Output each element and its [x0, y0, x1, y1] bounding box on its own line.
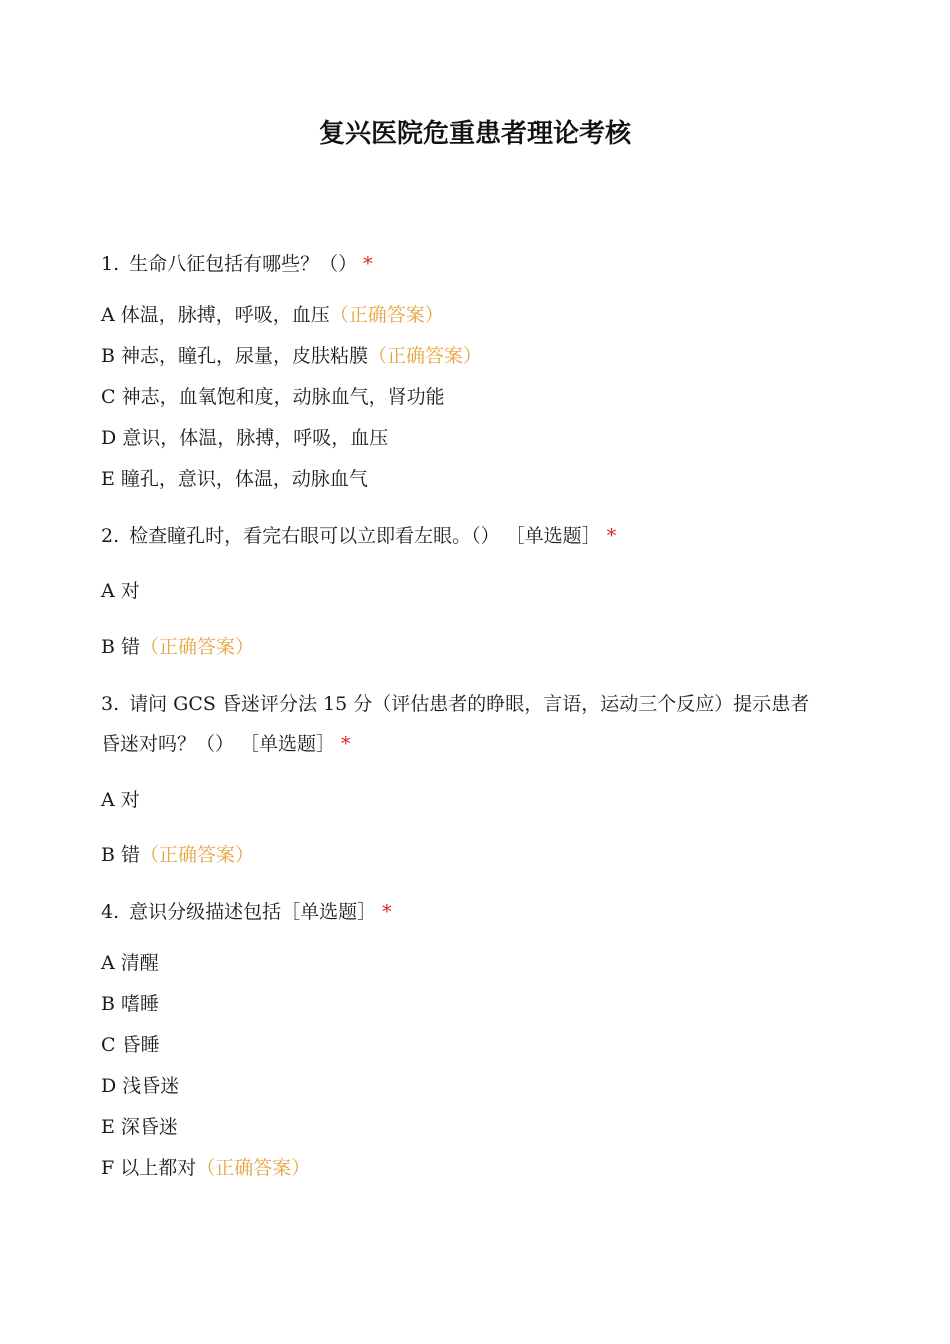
option-4b [101, 990, 159, 1018]
option-1b [101, 342, 482, 370]
option-letter: A [101, 304, 115, 326]
option-text: 浅昏迷 [122, 1075, 180, 1097]
option-letter: A [101, 789, 115, 811]
option-2a [101, 577, 140, 605]
option-letter: B [101, 345, 115, 367]
required-marker: * [382, 901, 392, 923]
required-marker: * [341, 733, 351, 755]
option-letter: A [101, 952, 115, 974]
option-text: 瞳孔，意识，体温，动脉血气 [120, 468, 368, 490]
option-text: 错 [121, 636, 141, 658]
correct-answer-tag: （正确答案） [140, 844, 255, 866]
question-text: 意识分级描述包括［单选题］ [129, 901, 377, 923]
question-number: 1. [101, 253, 120, 275]
option-text: 以上都对 [120, 1157, 197, 1179]
question-number: 2. [101, 525, 120, 547]
option-text: 对 [120, 580, 140, 602]
required-marker: * [606, 525, 617, 547]
option-letter: A [101, 580, 115, 602]
option-letter: C [101, 1034, 116, 1056]
option-text: 神志，瞳孔，尿量，皮肤粘膜 [121, 345, 369, 367]
option-letter: D [101, 1075, 117, 1097]
option-text: 深昏迷 [120, 1116, 178, 1138]
option-letter: B [101, 636, 115, 658]
option-text: 体温，脉搏，呼吸，血压 [120, 304, 330, 326]
option-4e [101, 1113, 178, 1141]
option-1a [101, 301, 444, 329]
option-letter: F [101, 1157, 115, 1179]
option-letter: B [101, 844, 115, 866]
option-4c [101, 1031, 160, 1059]
question-number: 4. [101, 901, 120, 923]
option-letter: E [101, 1116, 115, 1138]
question-number: 3. [101, 693, 120, 715]
option-text: 嗜睡 [121, 993, 160, 1015]
option-letter: D [101, 427, 117, 449]
option-text: 昏睡 [121, 1034, 160, 1056]
question-1 [101, 250, 373, 278]
option-1e [101, 465, 368, 493]
question-4 [101, 898, 392, 926]
option-4f [101, 1154, 310, 1182]
required-marker: * [363, 253, 373, 275]
question-2 [101, 522, 616, 550]
question-text: 生命八征包括有哪些？（） [129, 253, 358, 275]
option-4a [101, 949, 159, 977]
question-text-line-1: 请问 GCS 昏迷评分法 15 分（评估患者的睁眼，言语，运动三个反应）提示患者 [129, 693, 810, 715]
question-text: 检查瞳孔时，看完右眼可以立即看左眼。（） ［单选题］ [129, 525, 601, 547]
page-title: 复兴医院危重患者理论考核 [318, 119, 631, 149]
option-3b [101, 841, 254, 869]
option-1c [101, 383, 445, 411]
question-text-line-2: 昏迷对吗？（） ［单选题］ [101, 733, 336, 755]
option-text: 对 [120, 789, 140, 811]
correct-answer-tag: （正确答案） [329, 304, 444, 326]
option-text: 意识，体温，脉搏，呼吸，血压 [122, 427, 389, 449]
option-letter: C [101, 386, 116, 408]
correct-answer-tag: （正确答案） [140, 636, 255, 658]
correct-answer-tag: （正确答案） [196, 1157, 311, 1179]
option-text: 神志，血氧饱和度，动脉血气，肾功能 [121, 386, 445, 408]
option-text: 错 [121, 844, 141, 866]
question-3 [101, 690, 809, 718]
option-text: 清醒 [120, 952, 159, 974]
option-letter: E [101, 468, 115, 490]
correct-answer-tag: （正确答案） [368, 345, 483, 367]
option-2b [101, 633, 254, 661]
option-4d [101, 1072, 179, 1100]
question-3-continued [101, 730, 351, 758]
option-1d [101, 424, 388, 452]
option-letter: B [101, 993, 115, 1015]
option-3a [101, 786, 140, 814]
